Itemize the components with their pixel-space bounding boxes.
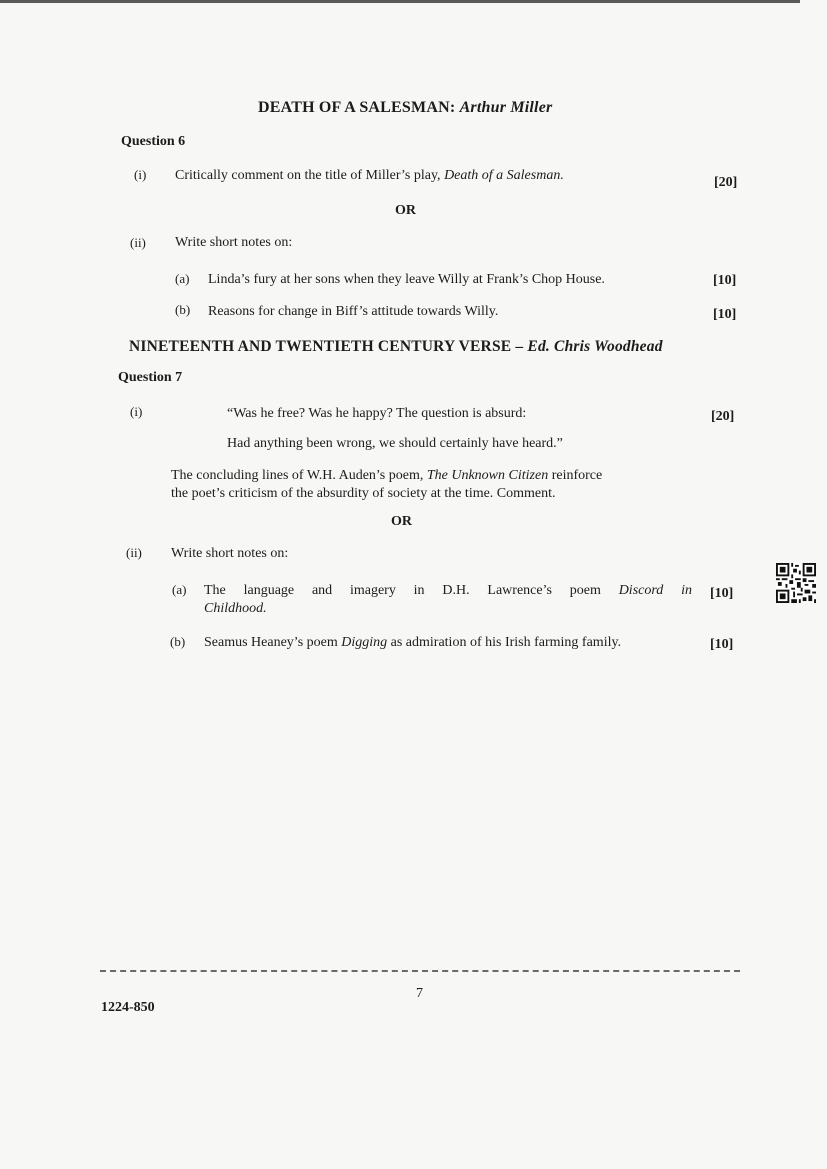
paper-code: 1224-850	[101, 1000, 155, 1015]
q7-i-marks: [20]	[711, 409, 735, 424]
section-7-editor: Ed. Chris Woodhead	[527, 338, 663, 355]
q6-or: OR	[395, 203, 416, 218]
q6-i-number: (i)	[134, 167, 147, 182]
q6-ii-b-label: (b)	[175, 302, 191, 317]
q6-ii-a-text: Linda’s fury at her sons when they leave Willy at Frank’s Chop House.	[208, 272, 605, 287]
q7-i-quote-line1: “Was he free? Was he happy? The question is absurd:	[227, 406, 527, 421]
q6-i-text: Critically comment on the title of Miller’s play, Death of a Salesman.	[175, 168, 564, 183]
page-number: 7	[416, 986, 423, 1001]
q6-ii-b-marks: [10]	[713, 307, 737, 322]
q6-i-marks: [20]	[714, 175, 738, 190]
q6-ii-number: (ii)	[130, 235, 146, 250]
q7-or: OR	[391, 514, 412, 529]
q7-ii-b-label: (b)	[170, 634, 186, 649]
q7-ii-a-text: The language and imagery in D.H. Lawrence’s poem Discord in Childhood.	[204, 583, 692, 616]
section-6-author: Arthur Miller	[459, 99, 553, 116]
q7-ii-a-marks: [10]	[710, 586, 734, 601]
section-6-title: DEATH OF A SALESMAN: Arthur Miller	[258, 99, 553, 116]
question-7-label: Question 7	[118, 370, 183, 385]
page-top-edge	[0, 0, 800, 3]
q6-ii-text: Write short notes on:	[175, 235, 293, 250]
q6-ii-b-text: Reasons for change in Biff’s attitude towards Willy.	[208, 304, 499, 319]
q7-ii-number: (ii)	[126, 545, 142, 560]
q7-i-prompt: The concluding lines of W.H. Auden’s poem, The Unknown Citizen reinforce the poet’s criticism of the absurdity of society at the time. Comment.	[171, 468, 603, 501]
section-7-title: NINETEENTH AND TWENTIETH CENTURY VERSE – Ed. Chris Woodhead	[129, 338, 663, 355]
q7-ii-text: Write short notes on:	[171, 546, 289, 561]
q7-ii-b-text: Seamus Heaney’s poem Digging as admiration of his Irish farming family.	[204, 635, 622, 650]
q7-ii-a-label: (a)	[172, 582, 187, 597]
qr-code-icon	[776, 563, 816, 603]
q6-ii-a-marks: [10]	[713, 273, 737, 288]
question-6-label: Question 6	[121, 134, 186, 149]
q7-i-number: (i)	[130, 404, 143, 419]
q7-ii-b-marks: [10]	[710, 637, 734, 652]
footer-divider	[100, 970, 740, 972]
q6-ii-a-label: (a)	[175, 271, 190, 286]
q7-i-quote-line2: Had anything been wrong, we should certainly have heard.”	[227, 436, 563, 451]
